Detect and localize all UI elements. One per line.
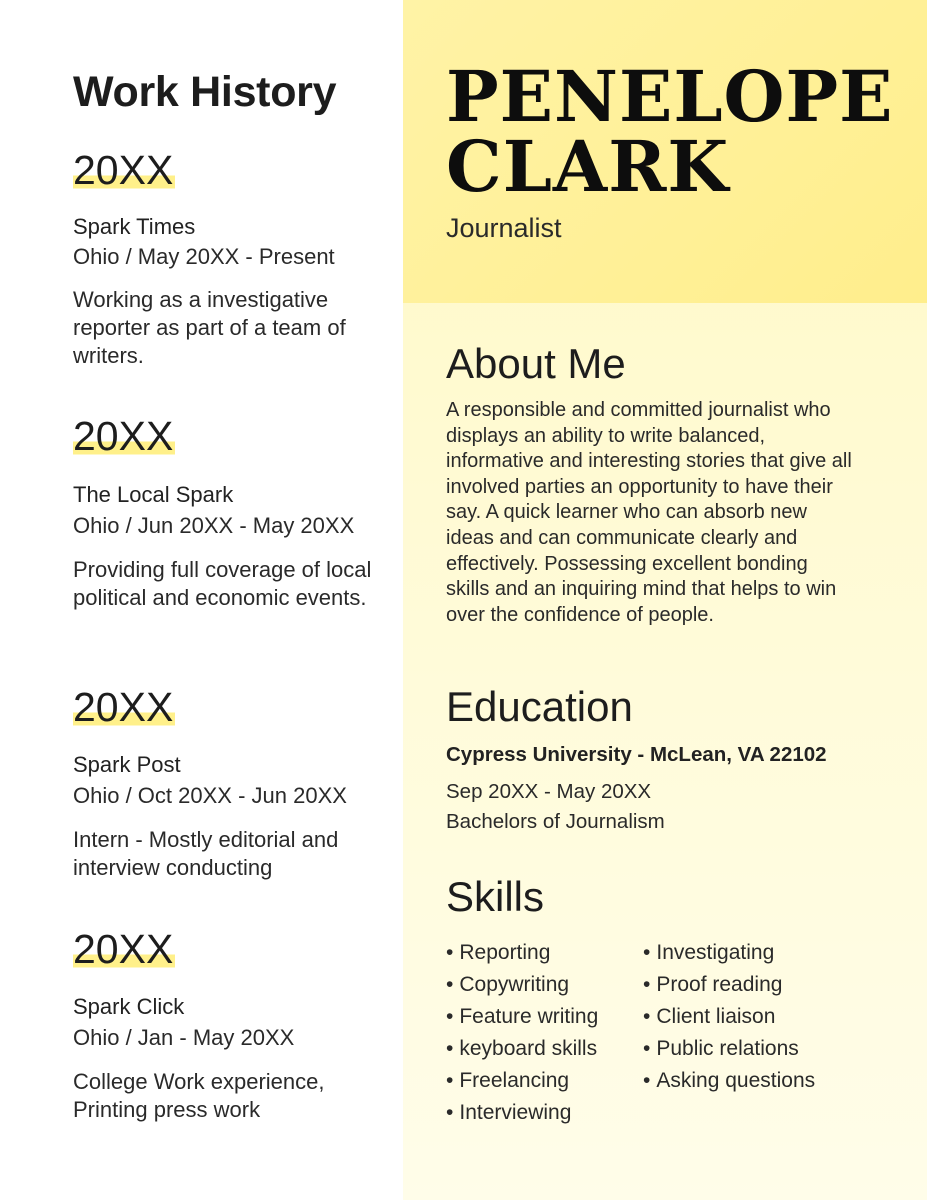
- job-year: 20XX: [73, 413, 174, 459]
- work-history-title: Work History: [73, 68, 337, 116]
- job-year: 20XX: [73, 926, 174, 972]
- candidate-name: [446, 55, 894, 208]
- about-title: About Me: [446, 340, 626, 387]
- job-meta: Ohio / Jan - May 20XX: [73, 1025, 295, 1050]
- skills-list-1: [446, 937, 598, 1129]
- job-description: Working as a investigative reporter as part of a team of writers.: [73, 287, 346, 368]
- skill-item: • Copywriting: [446, 969, 598, 1001]
- skill-item: • Investigating: [643, 937, 815, 969]
- first-name: PENELOPE: [446, 55, 894, 138]
- skills-list-2: [643, 937, 815, 1097]
- job-year: 20XX: [73, 684, 174, 730]
- job-meta: Ohio / Jun 20XX - May 20XX: [73, 513, 355, 538]
- skill-item: • Asking questions: [643, 1065, 815, 1097]
- skill-item: • Client liaison: [643, 1001, 815, 1033]
- job-role: Journalist: [446, 213, 562, 243]
- skill-item: • Feature writing: [446, 1001, 598, 1033]
- skill-item: • Freelancing: [446, 1065, 598, 1097]
- skill-item: • Interviewing: [446, 1097, 598, 1129]
- skill-item: • Reporting: [446, 937, 598, 969]
- job-description: Providing full coverage of local political and economic events.: [73, 557, 372, 610]
- job-company: Spark Times: [73, 214, 196, 239]
- job-meta: Ohio / Oct 20XX - Jun 20XX: [73, 783, 347, 808]
- job-year: 20XX: [73, 147, 174, 193]
- about-text: A responsible and committed journalist who displays an ability to write balanced, informative and interesting stories that give all involved parties an opportunity to have their say. A quick learner who can absorb new ideas and can communicate clearly and effectively. Possessing excellent bonding skills and an inquiring mind that helps to win over the confidence of people.: [446, 399, 852, 626]
- job-company: The Local Spark: [73, 482, 234, 507]
- skills-title: Skills: [446, 873, 545, 920]
- last-name: CLARK: [446, 125, 730, 208]
- skill-item: • Public relations: [643, 1033, 815, 1065]
- job-company: Spark Post: [73, 752, 181, 777]
- job-description: College Work experience, Printing press work: [73, 1069, 325, 1122]
- job-meta: Ohio / May 20XX - Present: [73, 244, 335, 269]
- skill-item: • Proof reading: [643, 969, 815, 1001]
- education-title: Education: [446, 683, 633, 730]
- skill-item: • keyboard skills: [446, 1033, 598, 1065]
- education-degree: Bachelors of Journalism: [446, 810, 665, 833]
- education-dates: Sep 20XX - May 20XX: [446, 780, 652, 803]
- job-description: Intern - Mostly editorial and interview conducting: [73, 827, 339, 880]
- job-company: Spark Click: [73, 994, 185, 1019]
- education-school: Cypress University - McLean, VA 22102: [446, 743, 827, 766]
